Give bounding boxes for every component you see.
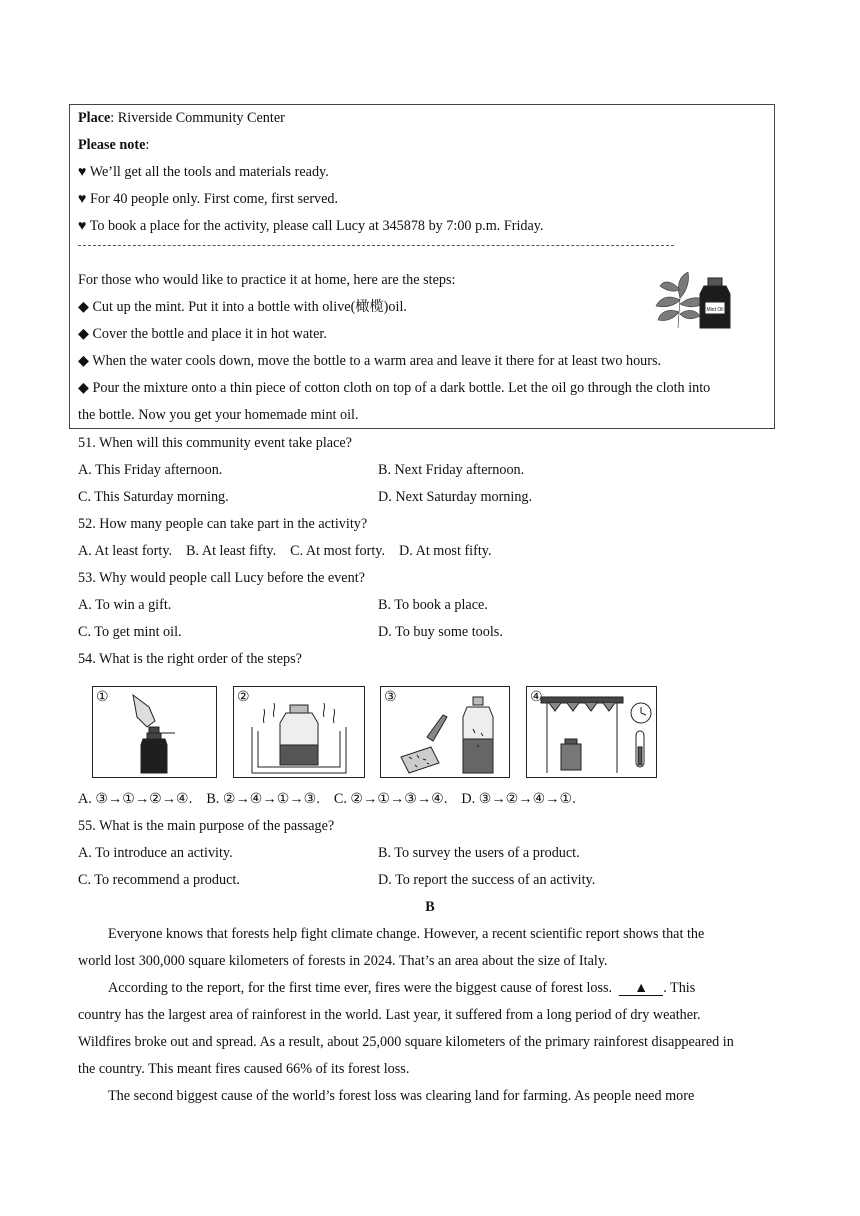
- option: D. At most fifty.: [399, 543, 492, 559]
- option: D. To buy some tools.: [378, 624, 503, 640]
- paragraph-line: Wildfires broke out and spread. As a result, about 25,000 square kilometers of the primary rainforest disappeared in: [78, 1034, 734, 1050]
- paragraph-line: [108, 978, 695, 998]
- mint-oil-illustration: [650, 268, 750, 334]
- option-row: [78, 541, 506, 561]
- option: C. This Saturday morning.: [78, 489, 229, 505]
- option: B. At least fifty.: [186, 543, 277, 559]
- place-line: [78, 108, 285, 128]
- note-item: ♥ We’ll get all the tools and materials ready.: [78, 164, 329, 180]
- question-stem: 51. When will this community event take place?: [78, 435, 352, 451]
- step-item: ◆ Cover the bottle and place it in hot water.: [78, 326, 327, 342]
- option: B. Next Friday afternoon.: [378, 462, 525, 478]
- answer-blank: ▲: [619, 981, 663, 996]
- option: A. ③→①→②→④.: [78, 791, 193, 807]
- note-colon: :: [145, 137, 150, 153]
- option: A. To win a gift.: [78, 597, 172, 613]
- option: C. To recommend a product.: [78, 872, 240, 888]
- option: C. ②→①→③→④.: [333, 791, 448, 807]
- step-picture-3: [380, 686, 510, 778]
- paragraph-line: The second biggest cause of the world’s forest loss was clearing land for farming. As people need more: [108, 1088, 695, 1104]
- question-stem: 55. What is the main purpose of the passage?: [78, 818, 335, 834]
- question-stem: 53. Why would people call Lucy before the event?: [78, 570, 365, 586]
- option: B. To book a place.: [378, 597, 488, 613]
- step-picture-2: [233, 686, 365, 778]
- picture-number: ④: [530, 690, 543, 705]
- option: D. ③→②→④→①.: [461, 791, 576, 807]
- step-item: ◆ When the water cools down, move the bottle to a warm area and leave it there for at least two hours.: [78, 353, 662, 369]
- step-item: ◆ Pour the mixture onto a thin piece of cotton cloth on top of a dark bottle. Let the oil go through the cloth into: [78, 380, 711, 396]
- cut-mint-drawing: [381, 687, 509, 777]
- option: D. Next Saturday morning.: [378, 489, 533, 505]
- option: D. To report the success of an activity.: [378, 872, 596, 888]
- note-item: ♥ To book a place for the activity, please call Lucy at 345878 by 7:00 p.m. Friday.: [78, 218, 544, 234]
- paragraph-text: According to the report, for the first time ever, fires were the biggest cause of forest loss.: [108, 980, 613, 996]
- place-value: : Riverside Community Center: [110, 110, 285, 126]
- picture-number: ②: [237, 690, 250, 705]
- option: C. To get mint oil.: [78, 624, 182, 640]
- warm-area-drawing: [527, 687, 656, 777]
- note-label: Please note: [78, 137, 146, 153]
- step-picture-1: [92, 686, 217, 778]
- option: A. To introduce an activity.: [78, 845, 233, 861]
- pour-oil-drawing: [93, 687, 216, 777]
- picture-number: ①: [96, 690, 109, 705]
- option: B. To survey the users of a product.: [378, 845, 580, 861]
- steps-intro: For those who would like to practice it at home, here are the steps:: [78, 272, 456, 288]
- bottle-label: Mint Oil: [706, 307, 724, 313]
- picture-number: ③: [384, 690, 397, 705]
- question-stem: 52. How many people can take part in the activity?: [78, 516, 368, 532]
- option: A. At least forty.: [78, 543, 173, 559]
- paragraph-line: country has the largest area of rainforest in the world. Last year, it suffered from a long period of dry weather.: [78, 1007, 701, 1023]
- question-stem: 54. What is the right order of the steps?: [78, 651, 302, 667]
- place-label: Place: [78, 110, 111, 126]
- step-picture-4: [526, 686, 657, 778]
- dashed-divider: [78, 245, 674, 246]
- step-item: the bottle. Now you get your homemade mint oil.: [78, 407, 359, 423]
- option: B. ②→④→①→③.: [206, 791, 320, 807]
- section-heading: B: [425, 899, 435, 915]
- option: A. This Friday afternoon.: [78, 462, 223, 478]
- option-row: [78, 789, 590, 809]
- option: C. At most forty.: [290, 543, 386, 559]
- note-item: ♥ For 40 people only. First come, first served.: [78, 191, 339, 207]
- note-line: [78, 135, 149, 155]
- hot-water-drawing: [234, 687, 364, 777]
- paragraph-text: . This: [663, 980, 696, 996]
- paragraph-line: Everyone knows that forests help fight climate change. However, a recent scientific report shows that the: [108, 926, 705, 942]
- paragraph-line: the country. This meant fires caused 66% of its forest loss.: [78, 1061, 410, 1077]
- step-item: ◆ Cut up the mint. Put it into a bottle with olive(橄榄)oil.: [78, 299, 407, 315]
- paragraph-line: world lost 300,000 square kilometers of forests in 2024. That’s an area about the size of Italy.: [78, 953, 608, 969]
